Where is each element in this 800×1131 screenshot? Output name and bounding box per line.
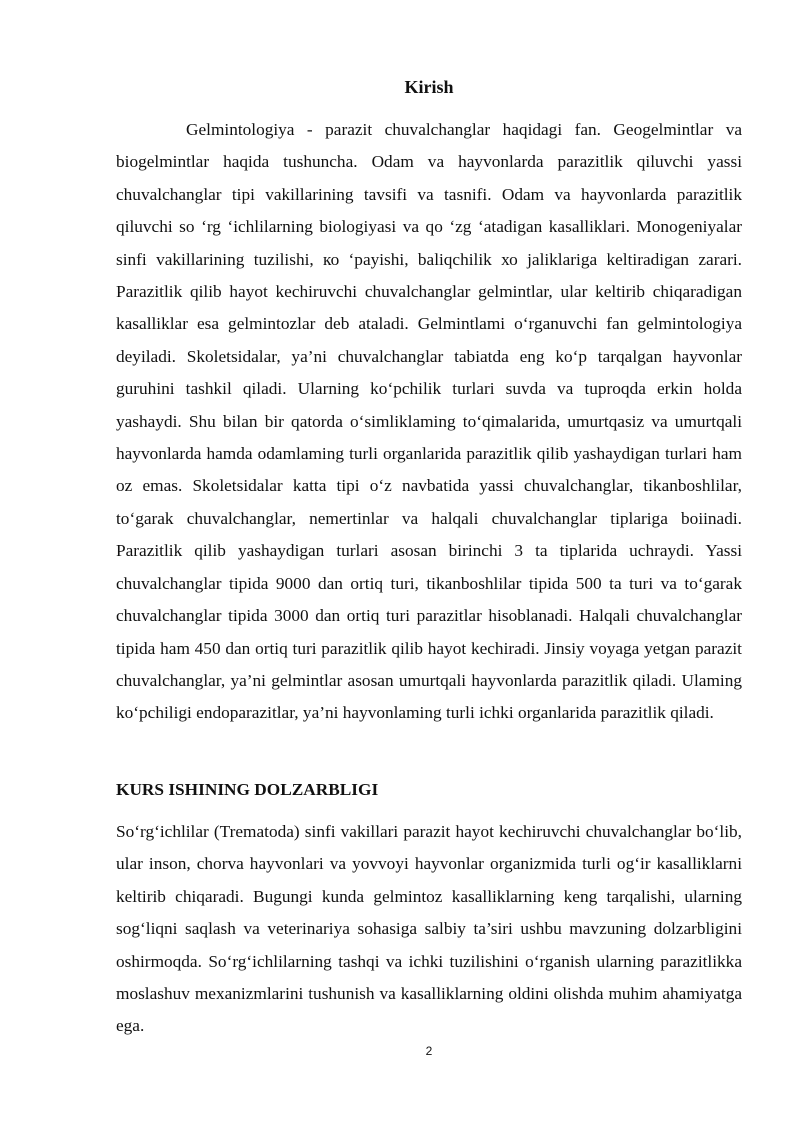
document-page: [116, 0, 742, 1131]
relevance-paragraph: So‘rg‘ichlilar (Trematoda) sinfi vakillari parazit hayot kechiruvchi chuvalchanglar bo‘lib, ular inson, chorva hayvonlari va yovvoyi hayvonlar organizmida turli og‘ir kasalliklarni keltirib chiqaradi. Bugungi kunda gelmintoz kasalliklarning keng tarqalishi, ularning sog‘liqni saqlash va veterinariya sohasiga salbiy ta’siri ushbu mavzuning dolzarbligini oshirmoqda. So‘rg‘ichlilarning tashqi va ichki tuzilishini o‘rganish ularning parazitlikka moslashuv mexanizmlarini tushunish va kasalliklarning oldini olishda muhim ahamiyatga ega.: [116, 822, 742, 1036]
page-number: 2: [425, 1044, 433, 1058]
intro-paragraph: Gelmintologiya - parazit chuvalchanglar haqidagi fan. Geogelmintlar va biogelmintlar haqida tushuncha. Odam va hayvonlarda parazitlik qiluvchi yassi chuvalchanglar tipi vakillarining tavsifi va tasnifi. Odam va hayvonlarda parazitlik qiluvchi so ‘rg ‘ichlilarning biologiyasi va qo ‘zg ‘atadigan kasalliklari. Monogeniyalar sinfi vakillarining tuzilishi, ко ‘payishi, baliqchilik хо jaliklariga keltiradigan zarari. Parazitlik qilib hayot kechiruvchi chuvalchanglar gelmintlar, ular keltirib chiqaradigan kasalliklar esa gelmintozlar deb ataladi. Gelmintlami o‘rganuvchi fan gelmintologiya deyiladi. Skoletsidalar, ya’ni chuvalchanglar tabiatda eng ko‘p tarqalgan hayvonlar guruhini tashkil qiladi. Ularning ko‘pchilik turlari suvda va tuproqda erkin holda yashaydi. Shu bilan bir qatorda o‘simliklaming to‘qimalarida, umurtqasiz va umurtqali hayvonlarda hamda odamlaming turli organlarida parazitlik qilib yashaydigan turlari ham oz emas. Skoletsidalar katta tipi o‘z navbatida yassi chuvalchanglar, tikanboshlilar, to‘garak chuvalchanglar, nemertinlar va halqali chuvalchanglar tiplariga boiinadi. Parazitlik qilib yashaydigan turlari asosan birinchi 3 ta tiplarida uchraydi. Yassi chuvalchanglar tipida 9000 dan ortiq turi, tikanboshlilar tipida 500 ta turi va to‘garak chuvalchanglar tipida 3000 dan ortiq turi parazitlar hisoblanadi. Halqali chuvalchanglar tipida ham 450 dan ortiq turi parazitlik qilib hayot kechiradi. Jinsiy voyaga yetgan parazit chuvalchanglar, ya’ni gelmintlar asosan umurtqali hayvonlarda parazitlik qiladi. Ulaming ko‘pchiligi endoparazitlar, ya’ni hayvonlaming turli ichki organlarida parazitlik qiladi.: [116, 120, 742, 723]
section-title-kirish: Kirish: [404, 77, 454, 97]
section-heading-dolzarbligi: KURS ISHINING DOLZARBLIGI: [116, 780, 379, 799]
